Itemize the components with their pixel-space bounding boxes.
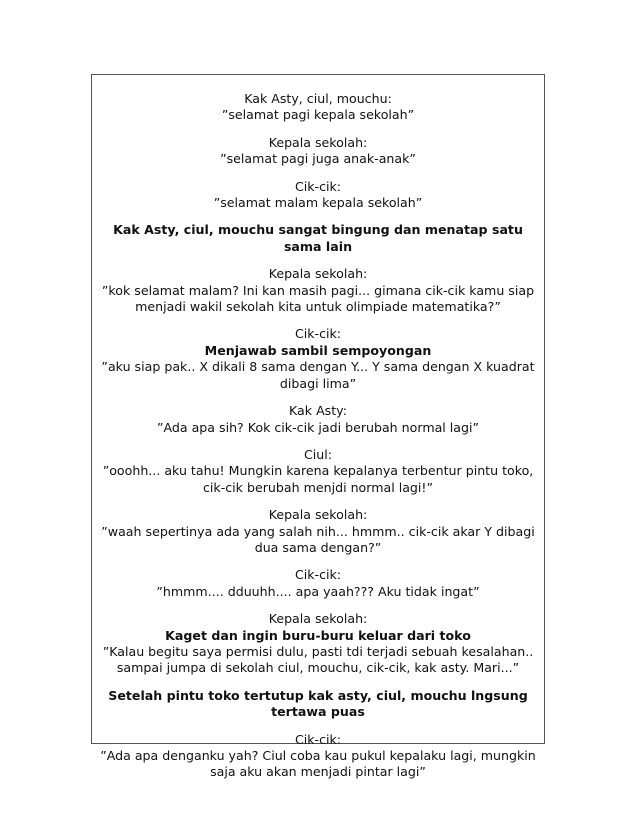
dialogue-block: [94, 732, 542, 781]
speaker: Ciul:: [303, 446, 333, 462]
speaker: Cik-cik:: [294, 178, 342, 194]
speaker: Kak Asty:: [289, 403, 347, 419]
dialogue-line: ”selamat malam kepala sekolah”: [213, 195, 423, 211]
stage-direction-block: [94, 222, 542, 255]
dialogue-line: ”Kalau begitu saya permisi dulu, pasti tdi terjadi sebuah kesalahan.. sampai jumpa di sekolah ciul, mouchu, cik-cik, kak asty. Mari...”: [102, 643, 534, 676]
document-frame: [91, 74, 545, 780]
dialogue-block: [94, 266, 542, 315]
dialogue-line: ”waah sepertinya ada yang salah nih... hmmm.. cik-cik akar Y dibagi dua sama dengan?”: [101, 523, 535, 555]
dialogue-line: ”selamat pagi juga anak-anak”: [220, 151, 416, 167]
dialogue-line: ”Ada apa sih? Kok cik-cik jadi berubah normal lagi”: [156, 419, 480, 435]
dialogue-script: [92, 91, 544, 792]
dialogue-line: ”selamat pagi kepala sekolah”: [221, 107, 415, 123]
speaker: Kak Asty, ciul, mouchu:: [244, 91, 392, 106]
dialogue-block: [94, 403, 542, 436]
speaker: Kepala sekolah:: [268, 134, 368, 150]
dialogue-line: ”hmmm.... dduuhh.... apa yaah??? Aku tidak ingat”: [156, 583, 480, 599]
dialogue-block: [94, 91, 542, 124]
dialogue-block: [94, 507, 542, 556]
dialogue-block: [94, 447, 542, 496]
dialogue-block: [94, 611, 542, 677]
dialogue-block: [94, 179, 542, 212]
dialogue-line: ”aku siap pak.. X dikali 8 sama dengan Y... Y sama dengan X kuadrat dibagi lima”: [101, 359, 535, 391]
stage-direction: Kak Asty, ciul, mouchu sangat bingung dan menatap satu sama lain: [113, 222, 523, 254]
dialogue-block: [94, 326, 542, 392]
dialogue-line: ”ooohh... aku tahu! Mungkin karena kepalanya terbentur pintu toko, cik-cik berubah menjdi normal lagi!”: [102, 463, 534, 495]
stage-direction: Setelah pintu toko tertutup kak asty, ciul, mouchu lngsung tertawa puas: [108, 687, 528, 720]
dialogue-block: [94, 567, 542, 600]
speaker: Kepala sekolah:: [268, 507, 368, 523]
stage-direction: Kaget dan ingin buru-buru keluar dari toko: [165, 627, 471, 643]
speaker: Cik-cik:: [294, 326, 342, 342]
speaker: Cik-cik:: [294, 567, 342, 583]
stage-direction-block: [94, 688, 542, 721]
dialogue-block: [94, 135, 542, 168]
dialogue-line: ”kok selamat malam? Ini kan masih pagi... gimana cik-cik kamu siap menjadi wakil sekolah kita untuk olimpiade matematika?”: [101, 282, 535, 315]
speaker: Cik-cik:: [294, 731, 342, 747]
speaker: Kepala sekolah:: [268, 611, 368, 627]
dialogue-line: ”Ada apa denganku yah? Ciul coba kau pukul kepalaku lagi, mungkin saja aku akan menjadi pintar lagi”: [100, 748, 536, 780]
stage-direction: Menjawab sambil sempoyongan: [204, 342, 432, 358]
speaker: Kepala sekolah:: [268, 266, 368, 282]
